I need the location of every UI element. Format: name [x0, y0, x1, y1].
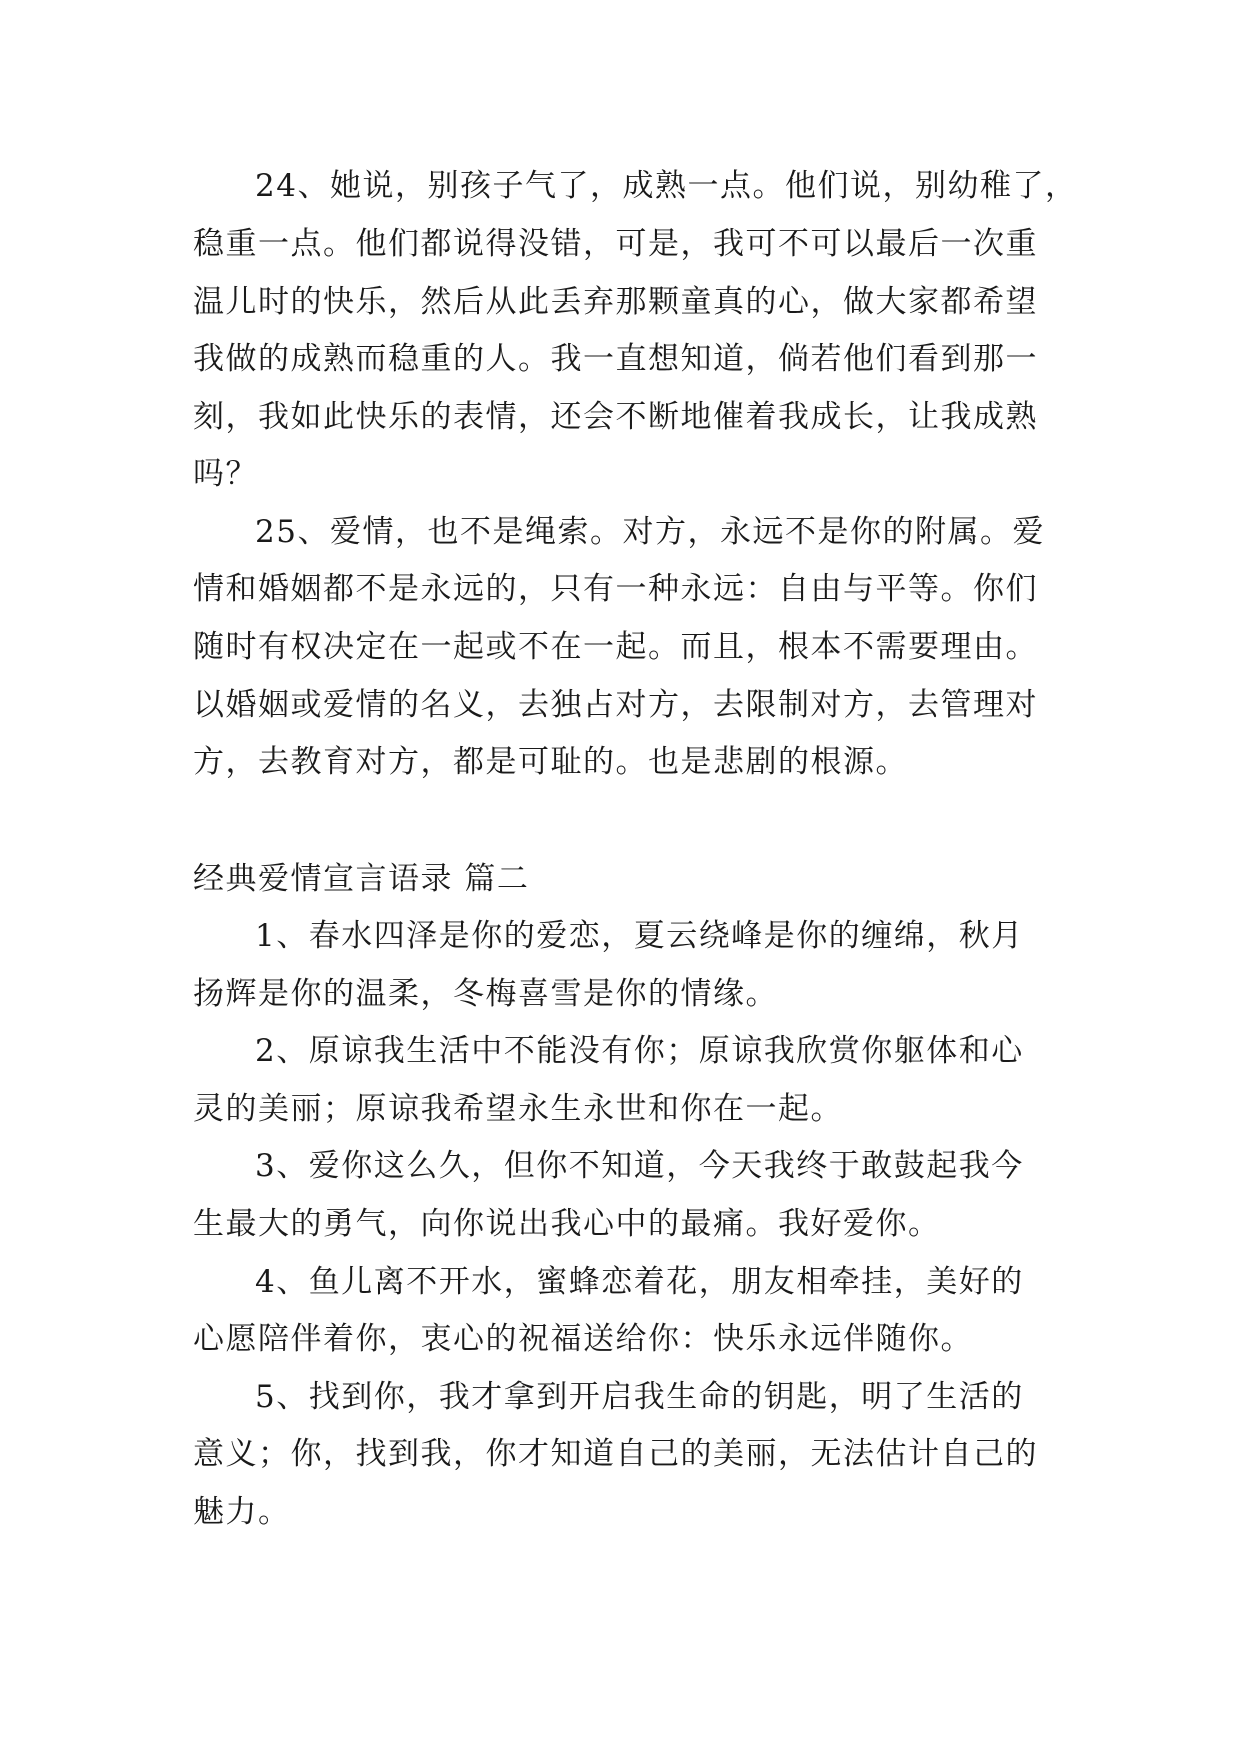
- text-line: 方，去教育对方，都是可耻的。也是悲剧的根源。: [193, 744, 908, 780]
- text-line: 25、爱情，也不是绳索。对方，永远不是你的附属。爱: [255, 514, 1045, 550]
- text-line: 扬辉是你的温柔，冬梅喜雪是你的情缘。: [193, 976, 778, 1012]
- text-line: 随时有权决定在一起或不在一起。而且，根本不需要理由。: [193, 629, 1038, 665]
- text-line: 吗？: [193, 456, 258, 492]
- text-line: 温儿时的快乐，然后从此丢弃那颗童真的心，做大家都希望: [193, 284, 1038, 320]
- text-line: 以婚姻或爱情的名义，去独占对方，去限制对方，去管理对: [193, 687, 1038, 723]
- text-line: 3、爱你这么久，但你不知道，今天我终于敢鼓起我今: [255, 1148, 1024, 1184]
- text-line: 情和婚姻都不是永远的，只有一种永远：自由与平等。你们: [193, 571, 1038, 607]
- text-line: 心愿陪伴着你，衷心的祝福送给你：快乐永远伴随你。: [193, 1321, 973, 1357]
- text-line: 魅力。: [193, 1494, 291, 1530]
- text-line: 灵的美丽；原谅我希望永生永世和你在一起。: [193, 1091, 843, 1127]
- text-line: 生最大的勇气，向你说出我心中的最痛。我好爱你。: [193, 1206, 941, 1242]
- text-line: 4、鱼儿离不开水，蜜蜂恋着花，朋友相牵挂，美好的: [255, 1264, 1024, 1300]
- text-line: 刻，我如此快乐的表情，还会不断地催着我成长，让我成熟: [193, 399, 1038, 435]
- text-line: 24、她说，别孩子气了，成熟一点。他们说，别幼稚了，: [255, 168, 1078, 204]
- text-line: 1、春水四泽是你的爱恋，夏云绕峰是你的缠绵，秋月: [255, 918, 1024, 954]
- text-line: 稳重一点。他们都说得没错，可是，我可不可以最后一次重: [193, 226, 1038, 262]
- text-line: 5、找到你，我才拿到开启我生命的钥匙，明了生活的: [255, 1379, 1024, 1415]
- text-line: 我做的成熟而稳重的人。我一直想知道，倘若他们看到那一: [193, 341, 1038, 377]
- text-line: 意义；你，找到我，你才知道自己的美丽，无法估计自己的: [193, 1436, 1038, 1472]
- section-heading: 经典爱情宣言语录 篇二: [193, 861, 530, 897]
- text-line: 2、原谅我生活中不能没有你；原谅我欣赏你躯体和心: [255, 1033, 1024, 1069]
